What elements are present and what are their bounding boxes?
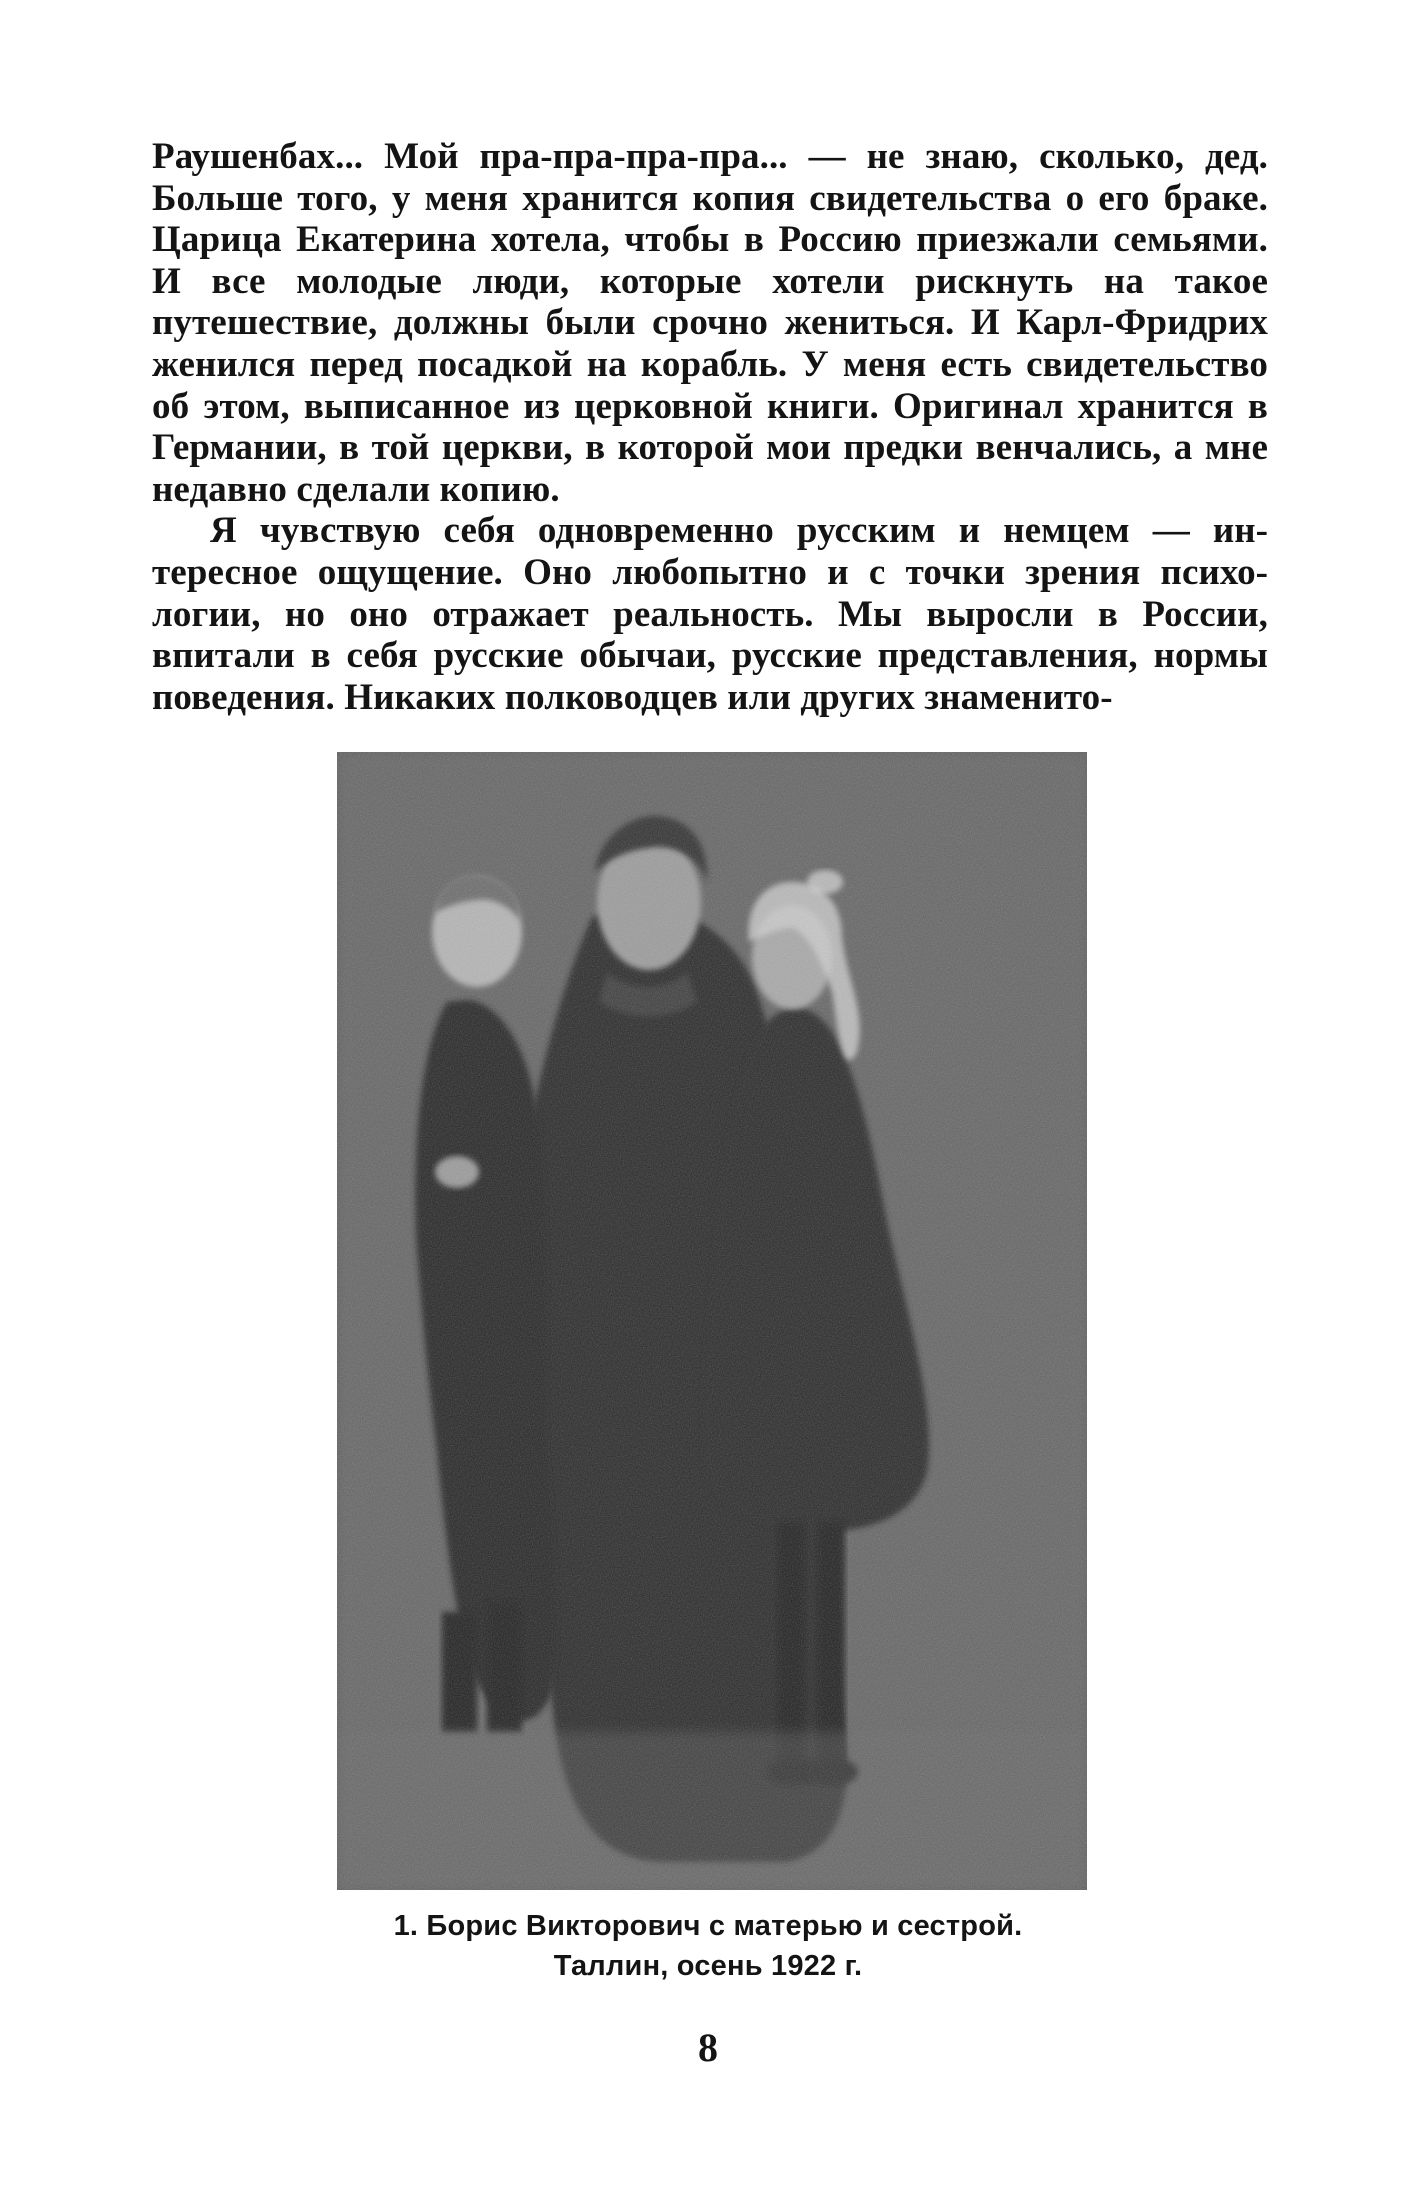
caption-line-1: 1. Борис Викторович с матерью и сестрой. [393,1910,1023,1942]
family-photograph [337,752,1087,1890]
page-number: 8 [698,2025,718,2070]
photograph-illustration [337,752,1087,1890]
paragraph-2: Я чувствую себя одновременно русским и немцем — интересное ощущение. Оно любопытно и с точки зрения психологии, но оно отражает реальность. Мы выросли в России, впитали в себя русские обычаи, русские представления, нормы поведения. Никаких полководцев или других знаменито- [152,510,1268,718]
caption-line-2: Таллин, осень 1922 г. [553,1950,863,1982]
figure-caption [0,1906,1416,1986]
paragraph-1: Раушенбах... Мой пра-пра-пра-пра... — не знаю, сколько, дед. Больше того, у меня хранится копия свидетельства о его браке. Царица Екатерина хотела, чтобы в Россию приезжали семьями. И все молодые люди, которые хотели рискнуть на такое путешествие, должны были срочно жениться. И Карл-Фридрих женился перед посадкой на корабль. У меня есть свидетельство об этом, выписанное из церковной книги. Оригинал хранится в Германии, в той церкви, в которой мои предки венчались, а мне недавно сделали копию. [152,136,1268,510]
body-text [152,136,1268,718]
